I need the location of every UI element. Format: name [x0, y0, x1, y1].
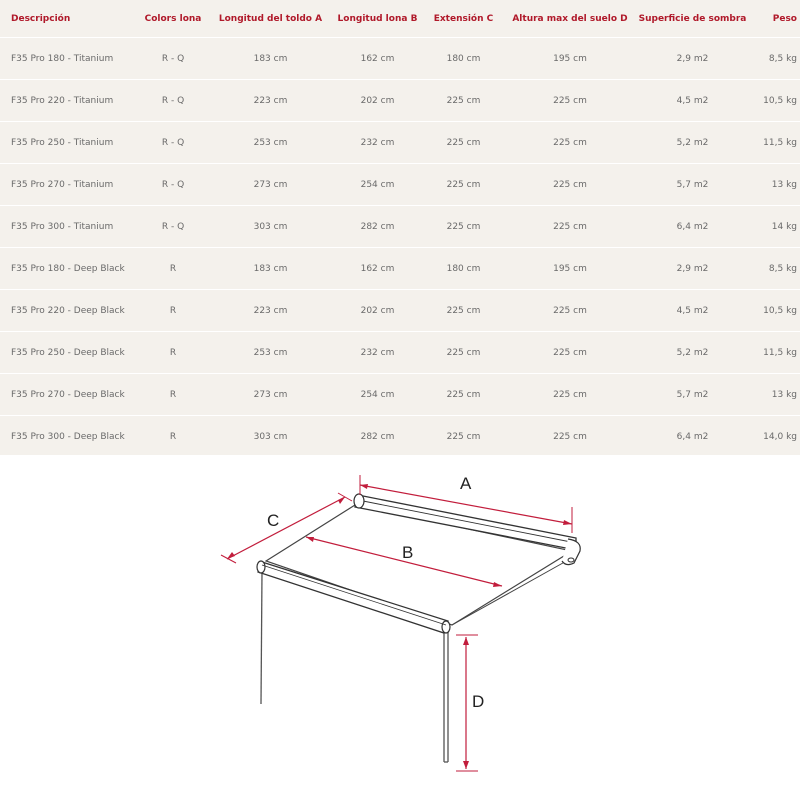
header-superficie: Superficie de sombra: [638, 13, 747, 24]
cell-colors-lona: R: [136, 290, 210, 332]
cell-altura-d: 225 cm: [503, 122, 637, 164]
cell-extension-c: 225 cm: [424, 416, 503, 458]
cell-extension-c: 225 cm: [424, 290, 503, 332]
cell-peso: 8,5 kg: [748, 248, 800, 290]
table-row: [0, 416, 800, 458]
cell-descripcion: F35 Pro 270 - Deep Black: [0, 374, 136, 416]
cell-superficie: 5,2 m2: [637, 122, 748, 164]
dimension-a-label: A: [460, 474, 472, 493]
cell-colors-lona: R - Q: [136, 122, 210, 164]
cell-descripcion: F35 Pro 180 - Titanium: [0, 38, 136, 80]
cell-altura-d: 225 cm: [503, 416, 637, 458]
dimension-b-label: B: [402, 543, 414, 562]
table-row: [0, 374, 800, 416]
header-longitud-lona-b: Longitud lona B: [337, 13, 418, 24]
cell-extension-c: 225 cm: [424, 164, 503, 206]
header-extension-c: Extensión C: [433, 13, 494, 24]
header-descripcion: Descripción: [11, 13, 71, 24]
cell-altura-d: 195 cm: [503, 38, 637, 80]
cell-altura-d: 225 cm: [503, 206, 637, 248]
cell-superficie: 4,5 m2: [637, 80, 748, 122]
cell-peso: 8,5 kg: [748, 38, 800, 80]
cell-colors-lona: R - Q: [136, 80, 210, 122]
table-body: [0, 38, 800, 458]
cell-extension-c: 225 cm: [424, 80, 503, 122]
header-longitud-toldo-a: Longitud del toldo A: [218, 13, 323, 24]
cell-longitud-toldo-a: 223 cm: [210, 290, 331, 332]
cell-longitud-toldo-a: 273 cm: [210, 374, 331, 416]
cell-colors-lona: R: [136, 332, 210, 374]
cell-extension-c: 225 cm: [424, 374, 503, 416]
awning-dimension-diagram: [0, 455, 800, 800]
cell-longitud-lona-b: 202 cm: [331, 290, 424, 332]
cell-longitud-lona-b: 162 cm: [331, 38, 424, 80]
cell-longitud-toldo-a: 223 cm: [210, 80, 331, 122]
table-row: [0, 38, 800, 80]
cell-extension-c: 225 cm: [424, 122, 503, 164]
cell-descripcion: F35 Pro 220 - Titanium: [0, 80, 136, 122]
cell-longitud-toldo-a: 303 cm: [210, 416, 331, 458]
cell-longitud-toldo-a: 303 cm: [210, 206, 331, 248]
cell-extension-c: 225 cm: [424, 332, 503, 374]
cell-longitud-toldo-a: 183 cm: [210, 38, 331, 80]
table-row: [0, 122, 800, 164]
cell-altura-d: 225 cm: [503, 290, 637, 332]
cell-longitud-lona-b: 232 cm: [331, 122, 424, 164]
cell-descripcion: F35 Pro 300 - Titanium: [0, 206, 136, 248]
cell-longitud-lona-b: 162 cm: [331, 248, 424, 290]
cell-longitud-toldo-a: 253 cm: [210, 332, 331, 374]
cell-descripcion: F35 Pro 220 - Deep Black: [0, 290, 136, 332]
cell-descripcion: F35 Pro 250 - Titanium: [0, 122, 136, 164]
cell-longitud-lona-b: 202 cm: [331, 80, 424, 122]
dimension-d-label: D: [472, 692, 485, 711]
cell-peso: 14 kg: [748, 206, 800, 248]
cell-peso: 13 kg: [748, 164, 800, 206]
table-row: [0, 80, 800, 122]
cell-longitud-lona-b: 232 cm: [331, 332, 424, 374]
cell-superficie: 5,7 m2: [637, 164, 748, 206]
cell-peso: 10,5 kg: [748, 290, 800, 332]
cell-longitud-toldo-a: 273 cm: [210, 164, 331, 206]
cell-descripcion: F35 Pro 300 - Deep Black: [0, 416, 136, 458]
table-row: [0, 164, 800, 206]
cell-superficie: 2,9 m2: [637, 38, 748, 80]
cell-colors-lona: R: [136, 374, 210, 416]
cell-extension-c: 225 cm: [424, 206, 503, 248]
cell-longitud-lona-b: 282 cm: [331, 206, 424, 248]
cell-descripcion: F35 Pro 270 - Titanium: [0, 164, 136, 206]
cell-superficie: 4,5 m2: [637, 290, 748, 332]
cell-superficie: 2,9 m2: [637, 248, 748, 290]
cell-altura-d: 225 cm: [503, 332, 637, 374]
cell-colors-lona: R - Q: [136, 38, 210, 80]
cell-peso: 10,5 kg: [748, 80, 800, 122]
cell-superficie: 5,2 m2: [637, 332, 748, 374]
cell-colors-lona: R: [136, 416, 210, 458]
cell-colors-lona: R: [136, 248, 210, 290]
cell-superficie: 6,4 m2: [637, 206, 748, 248]
cell-extension-c: 180 cm: [424, 248, 503, 290]
cell-longitud-lona-b: 282 cm: [331, 416, 424, 458]
table-row: [0, 332, 800, 374]
cell-altura-d: 225 cm: [503, 164, 637, 206]
cell-altura-d: 225 cm: [503, 374, 637, 416]
cell-peso: 13 kg: [748, 374, 800, 416]
cell-superficie: 6,4 m2: [637, 416, 748, 458]
cell-descripcion: F35 Pro 180 - Deep Black: [0, 248, 136, 290]
cell-longitud-toldo-a: 253 cm: [210, 122, 331, 164]
left-pole: [261, 572, 262, 704]
cell-altura-d: 225 cm: [503, 80, 637, 122]
table-row: [0, 248, 800, 290]
right-pole: [444, 627, 448, 762]
cell-longitud-toldo-a: 183 cm: [210, 248, 331, 290]
cell-longitud-lona-b: 254 cm: [331, 164, 424, 206]
header-peso: Peso: [772, 13, 797, 24]
cell-colors-lona: R - Q: [136, 206, 210, 248]
table-row: [0, 206, 800, 248]
cell-peso: 11,5 kg: [748, 122, 800, 164]
cell-peso: 11,5 kg: [748, 332, 800, 374]
cell-peso: 14,0 kg: [748, 416, 800, 458]
cell-longitud-lona-b: 254 cm: [331, 374, 424, 416]
cell-colors-lona: R - Q: [136, 164, 210, 206]
cell-superficie: 5,7 m2: [637, 374, 748, 416]
cell-descripcion: F35 Pro 250 - Deep Black: [0, 332, 136, 374]
cell-extension-c: 180 cm: [424, 38, 503, 80]
header-colors-lona: Colors lona: [144, 13, 202, 24]
table-header-row: [0, 0, 800, 38]
dimension-c-label: C: [267, 511, 280, 530]
cell-altura-d: 195 cm: [503, 248, 637, 290]
table-row: [0, 290, 800, 332]
header-altura-d: Altura max del suelo D: [512, 13, 628, 24]
